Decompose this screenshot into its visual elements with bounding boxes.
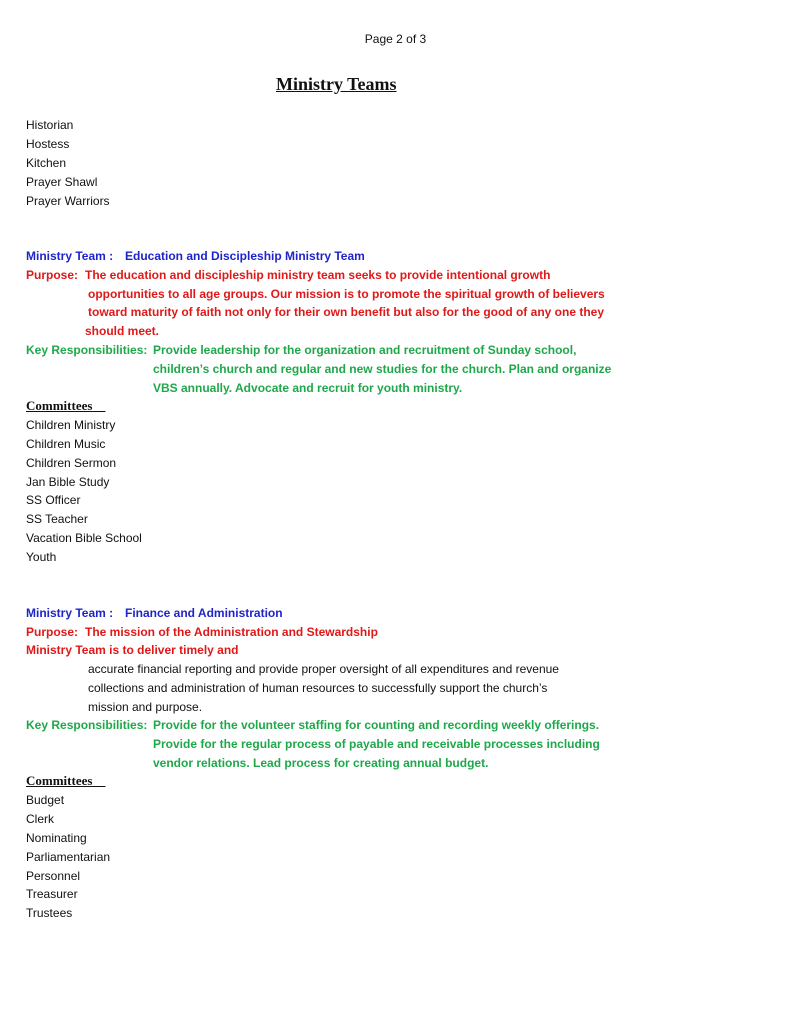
finance-resp-line: vendor relations. Lead process for creating annual budget.: [153, 756, 489, 770]
education-purpose-line: opportunities to all age groups. Our mission is to promote the spiritual growth of believers: [88, 287, 605, 301]
list-item: Jan Bible Study: [26, 475, 110, 489]
finance-team-name: Finance and Administration: [125, 606, 283, 620]
list-item: Parliamentarian: [26, 850, 111, 864]
list-item: Trustees: [26, 906, 73, 920]
list-item: Children Sermon: [26, 456, 117, 470]
list-item: Youth: [26, 550, 57, 564]
list-item: Prayer Shawl: [26, 175, 98, 189]
education-purpose-line: should meet.: [85, 324, 160, 338]
list-item: Hostess: [26, 137, 70, 151]
list-item: Budget: [26, 793, 65, 807]
list-item: Clerk: [26, 812, 55, 826]
list-item: Vacation Bible School: [26, 531, 142, 545]
education-resp-line: Provide leadership for the organization and recruitment of Sunday school,: [153, 343, 577, 357]
education-purpose-label: Purpose:: [26, 268, 79, 282]
list-item: Prayer Warriors: [26, 194, 110, 208]
education-purpose-line: The education and discipleship ministry team seeks to provide intentional growth: [85, 268, 551, 282]
finance-purpose-line: mission and purpose.: [88, 700, 203, 714]
finance-resp-line: Provide for the regular process of payable and receivable processes including: [153, 737, 600, 751]
finance-purpose-line: The mission of the Administration and Stewardship: [85, 625, 378, 639]
finance-purpose-label: Purpose:: [26, 625, 79, 639]
page-title: Ministry Teams: [276, 74, 397, 94]
list-item: Personnel: [26, 869, 81, 883]
list-item: Kitchen: [26, 156, 67, 170]
finance-team-label: Ministry Team :: [26, 606, 114, 620]
list-item: Historian: [26, 118, 74, 132]
education-committees-heading: [26, 399, 105, 413]
finance-purpose-line: Ministry Team is to deliver timely and: [26, 643, 239, 657]
education-resp-line: VBS annually. Advocate and recruit for youth ministry.: [153, 381, 463, 395]
education-resp-label: Key Responsibilities:: [26, 343, 148, 357]
list-item: Children Ministry: [26, 418, 116, 432]
finance-purpose-line: collections and administration of human resources to successfully support the church’s: [88, 681, 548, 695]
finance-purpose-line: accurate financial reporting and provide proper oversight of all expenditures and revenue: [88, 662, 559, 676]
finance-resp-line: Provide for the volunteer staffing for counting and recording weekly offerings.: [153, 718, 600, 732]
page-number: Page 2 of 3: [364, 32, 427, 46]
education-purpose-line: toward maturity of faith not only for their own benefit but also for the good of any one they: [88, 305, 604, 319]
committees-heading-text: Committees: [26, 773, 93, 788]
education-team-name: Education and Discipleship Ministry Team: [125, 249, 365, 263]
education-team-label: Ministry Team :: [26, 249, 114, 263]
finance-resp-label: Key Responsibilities:: [26, 718, 148, 732]
list-item: SS Officer: [26, 493, 81, 507]
list-item: Children Music: [26, 437, 106, 451]
list-item: Treasurer: [26, 887, 78, 901]
committees-heading-text: Committees: [26, 398, 93, 413]
list-item: SS Teacher: [26, 512, 88, 526]
list-item: Nominating: [26, 831, 87, 845]
finance-committees-heading: [26, 774, 105, 788]
education-resp-line: children’s church and regular and new studies for the church. Plan and organize: [153, 362, 612, 376]
